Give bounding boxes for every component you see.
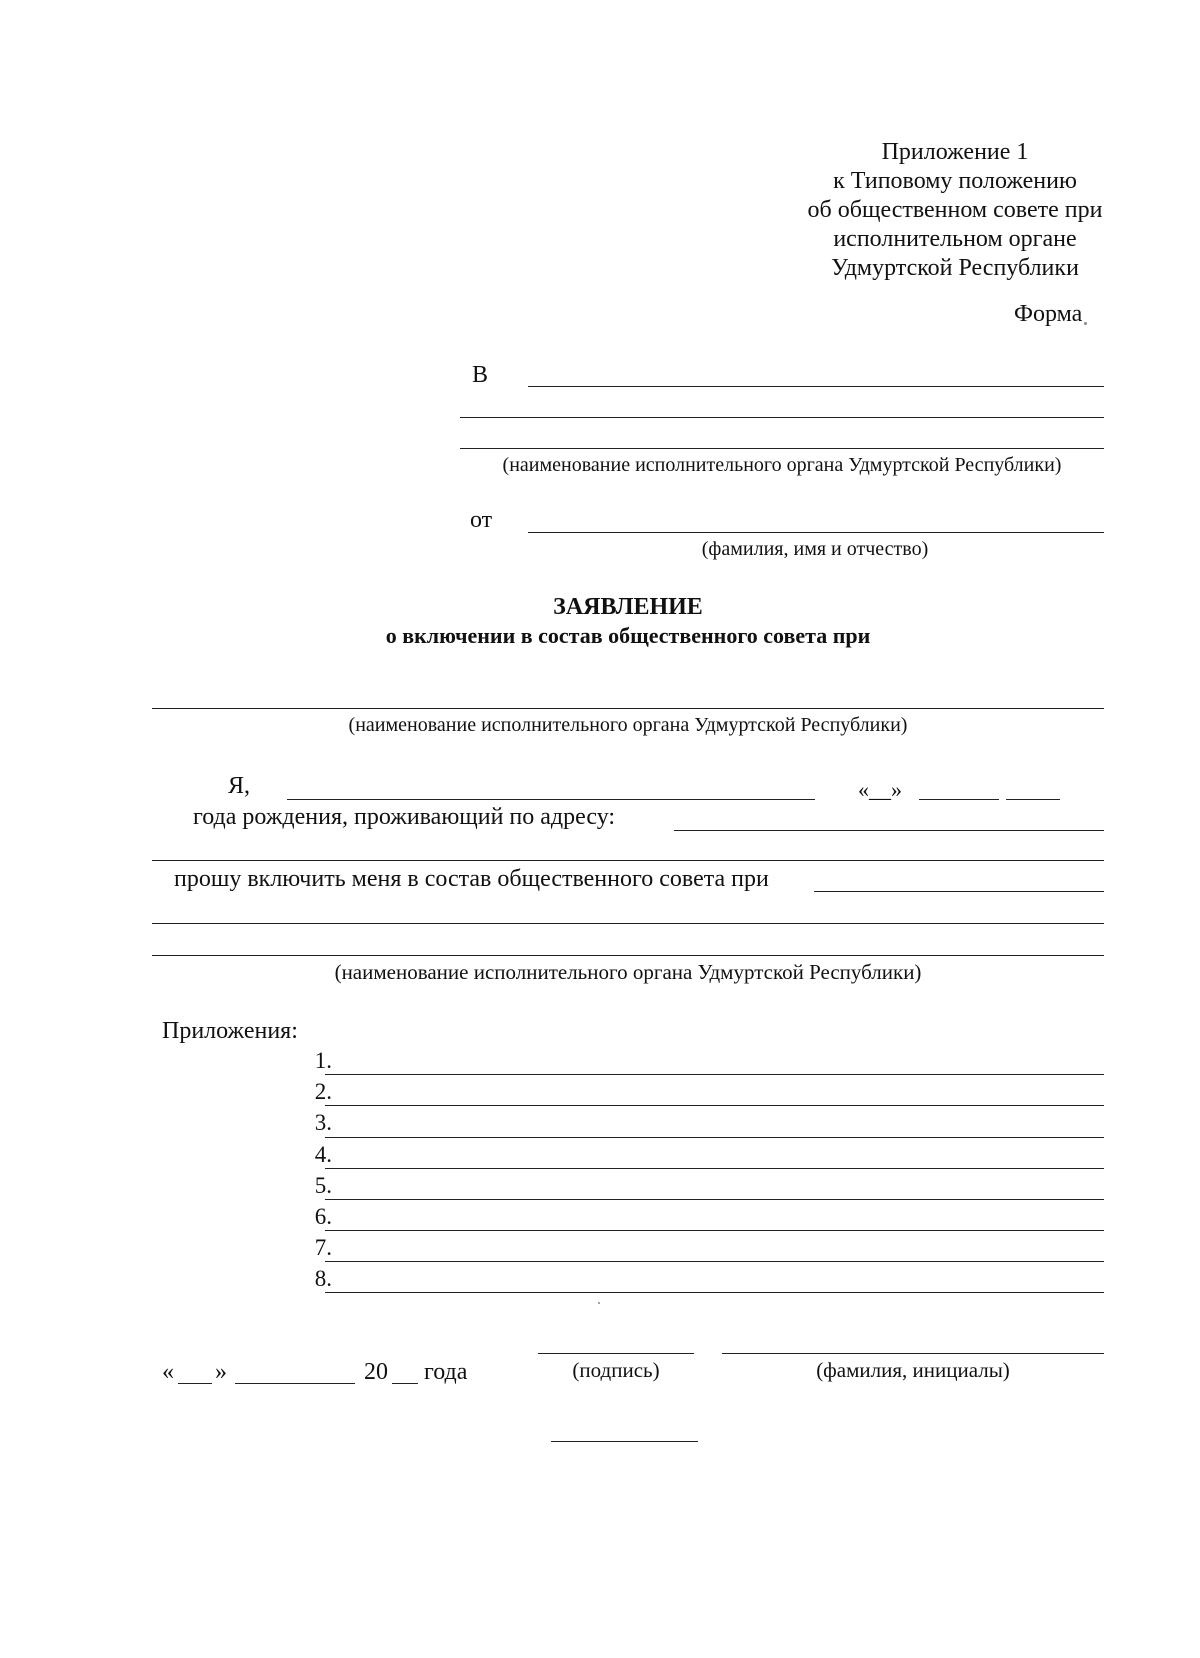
org-name-caption: (наименование исполнительного органа Удмуртской Республики) xyxy=(348,714,908,736)
form-label: Форма xyxy=(1014,301,1083,327)
attachment-number: 8. xyxy=(314,1266,332,1291)
attachment-number: 1. xyxy=(314,1048,332,1073)
signature-line[interactable] xyxy=(538,1353,694,1354)
footer-month-line[interactable] xyxy=(235,1383,355,1384)
full-name-caption: (фамилия, имя и отчество) xyxy=(701,538,929,560)
attachments-label: Приложения: xyxy=(162,1018,298,1044)
attachment-line[interactable] xyxy=(325,1230,1104,1231)
annex-header-line: об общественном совете при xyxy=(807,197,1103,223)
birth-date-day: «__» xyxy=(858,777,902,802)
signature-caption: (подпись) xyxy=(572,1358,660,1382)
attachment-number: 4. xyxy=(314,1142,332,1167)
attachment-line[interactable] xyxy=(325,1074,1104,1075)
birth-year-line[interactable] xyxy=(1006,799,1060,800)
annex-header-line: Удмуртской Республики xyxy=(831,255,1079,281)
attachment-line[interactable] xyxy=(325,1199,1104,1200)
request-org-line[interactable] xyxy=(152,923,1104,924)
org-name-caption: (наименование исполнительного органа Удмуртской Республики) xyxy=(334,960,922,984)
annex-header xyxy=(760,138,1150,283)
footer-year-suffix: года xyxy=(424,1359,468,1385)
birth-month-line[interactable] xyxy=(919,799,999,800)
attachment-line[interactable] xyxy=(325,1137,1104,1138)
document-subtitle: о включении в состав общественного совета при xyxy=(385,623,871,648)
org-name-caption: (наименование исполнительного органа Удмуртской Республики) xyxy=(502,454,1062,476)
request-org-line[interactable] xyxy=(152,955,1104,956)
attachment-line[interactable] xyxy=(325,1261,1104,1262)
scan-speck xyxy=(1084,322,1087,325)
request-org-line[interactable] xyxy=(814,891,1104,892)
attachment-line[interactable] xyxy=(325,1168,1104,1169)
from-label: от xyxy=(470,507,493,533)
footer-day-line[interactable] xyxy=(178,1383,212,1384)
to-field-line[interactable] xyxy=(460,448,1104,449)
to-field-line[interactable] xyxy=(460,417,1104,418)
bottom-separator xyxy=(551,1441,698,1442)
attachment-number: 5. xyxy=(314,1173,332,1198)
document-title: ЗАЯВЛЕНИЕ xyxy=(553,594,703,620)
footer-year-prefix: 20 xyxy=(364,1359,388,1385)
name-initials-line[interactable] xyxy=(722,1353,1104,1354)
org-field-line[interactable] xyxy=(152,708,1104,709)
scan-speck xyxy=(598,1302,600,1304)
attachment-number: 6. xyxy=(314,1204,332,1229)
footer-year-line[interactable] xyxy=(392,1383,418,1384)
to-label: В xyxy=(472,362,489,388)
address-line[interactable] xyxy=(674,830,1104,831)
request-text: прошу включить меня в состав общественного совета при xyxy=(174,866,769,892)
birth-address-text: года рождения, проживающий по адресу: xyxy=(193,804,616,830)
footer-date-close: » xyxy=(215,1359,227,1385)
attachment-number: 2. xyxy=(314,1079,332,1104)
annex-header-line: Приложение 1 xyxy=(881,139,1029,165)
to-field-line[interactable] xyxy=(528,386,1104,387)
attachment-line[interactable] xyxy=(325,1292,1104,1293)
attachment-number: 3. xyxy=(314,1110,332,1135)
annex-header-line: исполнительном органе xyxy=(833,226,1077,252)
annex-header-line: к Типовому положению xyxy=(833,168,1077,194)
footer-date-open: « xyxy=(162,1359,174,1385)
attachment-line[interactable] xyxy=(325,1105,1104,1106)
applicant-name-line[interactable] xyxy=(287,799,815,800)
i-label: Я, xyxy=(228,773,251,799)
attachment-number: 7. xyxy=(314,1235,332,1260)
address-line[interactable] xyxy=(152,860,1104,861)
name-initials-caption: (фамилия, инициалы) xyxy=(816,1358,1010,1382)
from-field-line[interactable] xyxy=(528,532,1104,533)
